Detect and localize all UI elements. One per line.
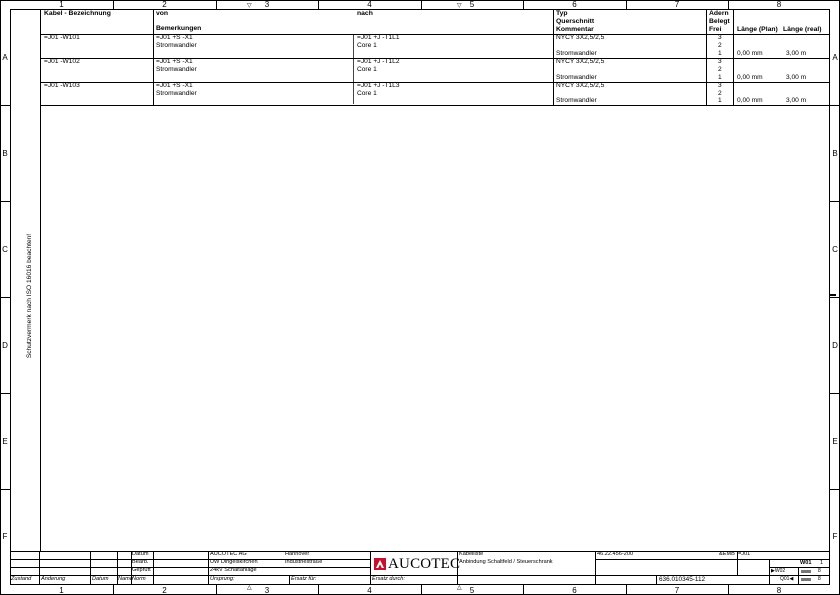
tb-city: Hannover [285,551,310,557]
cell-frei: 1 [718,50,722,57]
tb-doc-subtitle: Anbindung Schaltfeld / Steuerschrank [459,559,553,565]
cell-nach: =J01 +J -T1L1 [357,34,400,41]
column-number: 5 [469,586,475,595]
tb-col [208,551,209,585]
row-divider [830,297,840,298]
header-typ: Typ [556,10,568,17]
tb-zustand-label: Zustand [11,576,32,582]
row-letter: C [2,245,8,254]
sheet-bar-icon [801,570,811,573]
column-number: 7 [674,586,680,595]
iso-note: Schutzvermerk nach ISO 16016 beachten! [26,233,33,359]
cell-bemerkung: Stromwandler [156,42,197,49]
tb-count: 8 [818,576,821,582]
tb-project: UW Dingelskirchen [210,559,258,565]
cell-nach: =J01 +J -T1L3 [357,82,400,89]
center-mark-icon: ▽ [457,3,462,9]
column-number: 7 [674,0,680,9]
table-col-line [733,9,734,105]
cell-belegt: 2 [718,90,722,97]
row-divider [0,105,10,106]
cell-nach-note: Core 1 [357,42,377,49]
column-number: 8 [776,586,782,595]
tb-col [289,575,290,585]
tb-col [798,567,799,585]
header-adern: Adern [709,10,729,17]
cell-belegt: 2 [718,42,722,49]
row-letter: F [2,532,8,541]
tb-emb-value: =J01 [738,551,751,557]
cell-frei: 1 [718,97,722,104]
cell-kommentar: Stromwandler [556,97,597,104]
row-letter: E [2,437,8,446]
header-kommentar: Kommentar [556,26,594,33]
cell-kabel: =J01 -W103 [44,82,80,89]
table-col-line [153,9,154,105]
cell-frei: 1 [718,74,722,81]
column-number: 1 [59,0,64,9]
tb-col [90,551,91,585]
tb-col [370,551,371,585]
cell-von: =J01 +S -X1 [156,82,193,89]
tb-norm-label: Norm [132,576,146,582]
cell-bemerkung: Stromwandler [156,90,197,97]
tb-col [595,551,596,585]
tb-street: Industriestraße [285,559,323,565]
cell-adern: 3 [718,82,722,89]
center-tick [830,294,836,296]
row-letter: A [2,53,8,62]
column-number: 3 [264,586,270,595]
table-col-line [353,35,354,104]
row-divider [830,201,840,202]
table-col-line [553,9,554,105]
tb-col [769,559,770,585]
row-divider [830,393,840,394]
tb-bearb-label: Bearb. [132,559,149,565]
cell-real: 3,00 m [786,74,807,81]
row-divider [830,105,840,106]
column-number: 2 [162,0,167,9]
cell-plan: 0,00 mm [737,74,763,81]
tb-aenderung-label: Änderung [41,576,66,582]
column-number: 1 [59,586,64,595]
row-letter: D [2,341,8,350]
tb-col [656,575,657,585]
cell-kabel: =J01 -W102 [44,58,80,65]
cell-typ: NYCY 3X2,5/2,5 [556,58,605,65]
tb-sheet-code: W01 [800,560,812,566]
row-divider [0,489,10,490]
tb-next-sheet: Q01◀ [780,576,794,582]
header-bemerkungen: Bemerkungen [156,25,202,32]
tb-geprueft-label: Geprüft [132,567,151,573]
tb-line [595,559,737,560]
row-divider [830,489,840,490]
tb-datum-label: Datum [132,551,149,557]
cell-plan: 0,00 mm [737,97,763,104]
column-number: 6 [572,586,577,595]
tb-w02: W02 [774,568,786,574]
header-nach: nach [357,10,373,17]
center-mark-icon: △ [457,585,462,591]
row-divider [0,393,10,394]
header-von: von [156,10,169,17]
cell-von: =J01 +S -X1 [156,34,193,41]
row-letter: A [832,53,838,62]
cell-adern: 3 [718,34,722,41]
margin-line [40,9,41,551]
logo-mark-icon [374,558,386,570]
center-mark-icon: ▽ [247,3,252,9]
row-letter: D [832,341,838,350]
tb-count: 8 [818,568,821,574]
tb-sheet-no: 1 [820,560,824,566]
column-number: 2 [162,586,167,595]
tb-plant: 24kV Schaltanlage [210,567,257,573]
tb-emb-label: &EMB [719,551,735,557]
tb-col [153,551,154,585]
column-number: 8 [776,0,782,9]
center-mark-icon: △ [247,585,252,591]
row-divider [0,201,10,202]
sheet-bar-icon [801,578,811,581]
column-number: 4 [367,586,372,595]
tb-ersatz-durch: Ersatz durch: [372,576,405,582]
tb-line [737,559,830,560]
cell-plan: 0,00 mm [737,50,763,57]
tb-prev-sheet: ▶W02 [771,568,786,574]
cell-von: =J01 +S -X1 [156,58,193,65]
column-number: 6 [572,0,577,9]
header-laenge-plan: Länge (Plan) [737,26,778,33]
tb-ursprung: Ursprung: [210,576,235,582]
row-letter: B [2,149,8,158]
tb-doc-title: Kabelliste [459,551,484,557]
header-laenge-real: Länge (real) [783,26,822,33]
column-number: 5 [469,0,475,9]
column-number: 4 [367,0,372,9]
tb-datum2-label: Datum [92,576,109,582]
cell-kabel: =J01 -W101 [44,34,80,41]
logo-text: AUCOTEC [388,556,461,572]
tb-q01: Q01 [780,576,790,582]
cell-typ: NYCY 3X2,5/2,5 [556,82,605,89]
cell-kommentar: Stromwandler [556,74,597,81]
cell-bemerkung: Stromwandler [156,66,197,73]
row-letter: C [832,245,838,254]
cell-real: 3,00 m [786,97,807,104]
cell-kommentar: Stromwandler [556,50,597,57]
tb-name-label: Name [118,576,133,582]
cell-typ: NYCY 3X2,5/2,5 [556,34,605,41]
header-frei: Frei [709,26,722,33]
row-letter: E [832,437,838,446]
cell-real: 3,00 m [786,50,807,57]
column-number: 3 [264,0,270,9]
tb-col [39,551,40,585]
cell-belegt: 2 [718,66,722,73]
row-separator [40,105,830,106]
header-kabel: Kabel - Bezeichnung [44,10,111,17]
row-letter: B [832,149,838,158]
row-divider [0,297,10,298]
table-col-line [706,9,707,105]
cell-nach: =J01 +J -T1L2 [357,58,400,65]
cell-adern: 3 [718,58,722,65]
tb-line [10,567,370,568]
tb-company: AUCOTEC AG [210,551,247,557]
tb-doc-number: 636.010345-112 [659,576,706,583]
row-letter: F [832,532,838,541]
aucotec-logo [374,556,461,572]
tb-phone: 46.22.456-200 [597,551,634,557]
cell-nach-note: Core 1 [357,90,377,97]
cell-nach-note: Core 1 [357,66,377,73]
header-querschnitt: Querschnitt [556,18,595,25]
header-belegt: Belegt [709,18,730,25]
tb-ersatz-fuer: Ersatz für: [291,576,317,582]
